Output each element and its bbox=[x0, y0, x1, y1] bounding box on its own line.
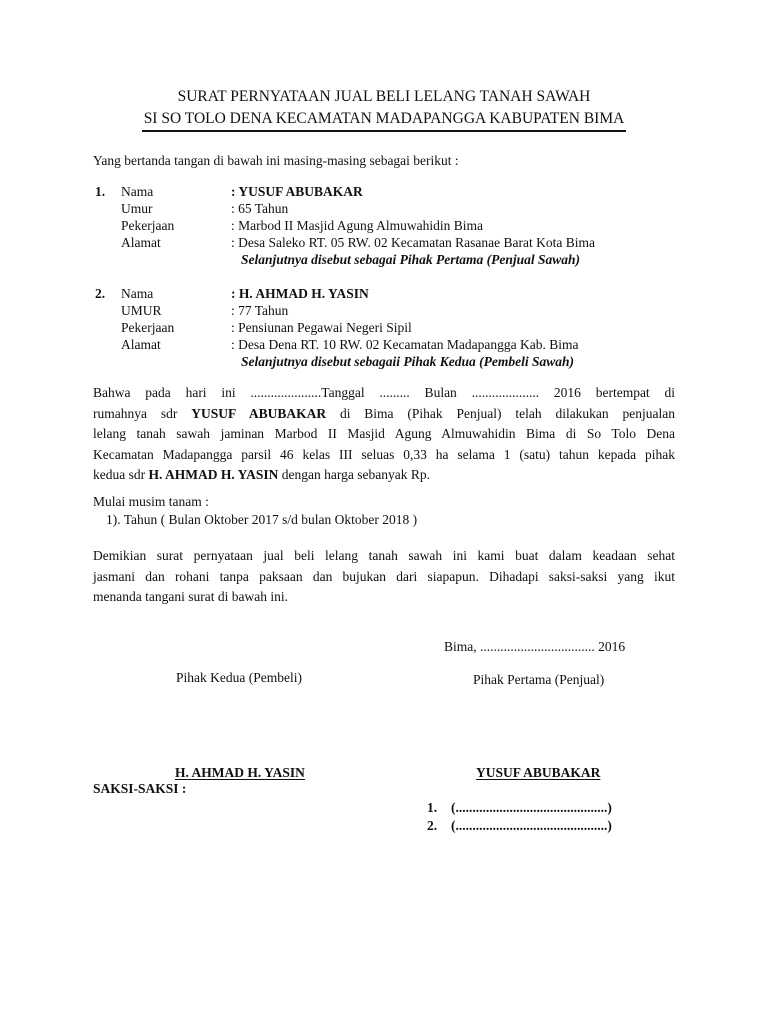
party1-label-nama: Nama bbox=[121, 184, 154, 199]
party1-label-alamat: Alamat bbox=[121, 235, 161, 250]
party1-value-pekerjaan: : Marbod II Masjid Agung Almuwahidin Bima bbox=[231, 218, 483, 233]
buyer-signature-name: H. AHMAD H. YASIN bbox=[175, 765, 305, 780]
body-line-5 bbox=[93, 465, 675, 486]
closing-line-1: Demikian surat pernyataan jual beli lelang tanah sawah ini kami buat dalam keadaan sehat bbox=[93, 548, 675, 563]
place-date: Bima, .................................. 2016 bbox=[444, 639, 626, 654]
party2-note: Selanjutnya disebut sebagaii Pihak Kedua (Pembeli Sawah) bbox=[241, 354, 575, 369]
party2-number: 2. bbox=[95, 286, 106, 301]
body-paragraph bbox=[93, 383, 675, 486]
party1-value-alamat: : Desa Saleko RT. 05 RW. 02 Kecamatan Rasanae Barat Kota Bima bbox=[231, 235, 595, 250]
party2-label-nama: Nama bbox=[121, 286, 154, 301]
party1-value-nama: : YUSUF ABUBAKAR bbox=[231, 184, 363, 199]
witness-2-line: (.............................................) bbox=[451, 818, 612, 833]
body-line-2-post: di Bima (Pihak Penjual) telah dilakukan penjualan bbox=[339, 405, 676, 421]
party1-note: Selanjutnya disebut sebagai Pihak Pertama (Penjual Sawah) bbox=[241, 252, 581, 267]
closing-line-2: jasmani dan rohani tanpa paksaan dan bujukan dari siapapun. Dihadapi saksi-saksi yang ikut bbox=[93, 568, 675, 584]
closing-line-3: menanda tangani surat di bawah ini. bbox=[93, 589, 288, 605]
season-item: 1). Tahun ( Bulan Oktober 2017 s/d bulan Oktober 2018 ) bbox=[106, 512, 418, 527]
party2-value-nama: : H. AHMAD H. YASIN bbox=[231, 286, 369, 301]
party1-label-umur: Umur bbox=[121, 201, 153, 216]
witness-1-line: (.............................................) bbox=[451, 800, 612, 815]
party1-label-pekerjaan: Pekerjaan bbox=[121, 218, 175, 233]
body-line-3: lelang tanah sawah jaminan Marbod II Masjid Agung Almuwahidin Bima di So Tolo Dena bbox=[93, 426, 675, 442]
buyer-name-inline: H. AHMAD H. YASIN bbox=[148, 467, 279, 483]
party2-label-alamat: Alamat bbox=[121, 337, 161, 352]
party2-label-umur: UMUR bbox=[121, 303, 162, 318]
body-line-2-pre: rumahnya sdr bbox=[93, 405, 178, 421]
season-label: Mulai musim tanam : bbox=[93, 494, 209, 509]
party2-label-pekerjaan: Pekerjaan bbox=[121, 320, 175, 335]
party2-value-umur: : 77 Tahun bbox=[231, 303, 289, 318]
body-line-5-post: dengan harga sebanyak Rp. bbox=[281, 467, 430, 483]
party1-value-umur: : 65 Tahun bbox=[231, 201, 289, 216]
closing-paragraph bbox=[93, 546, 675, 608]
party2-value-alamat: : Desa Dena RT. 10 RW. 02 Kecamatan Madapangga Kab. Bima bbox=[231, 337, 579, 352]
buyer-role: Pihak Kedua (Pembeli) bbox=[176, 670, 302, 685]
seller-signature-name: YUSUF ABUBAKAR bbox=[476, 765, 601, 780]
body-line-1: Bahwa pada hari ini .....................Tanggal ......... Bulan .................... 2016 bertempat di bbox=[93, 385, 675, 400]
party1-number: 1. bbox=[95, 184, 106, 199]
intro-text: Yang bertanda tangan di bawah ini masing-masing sebagai berikut : bbox=[93, 153, 459, 168]
title-line-2-wrap bbox=[0, 110, 768, 128]
party2-value-pekerjaan: : Pensiunan Pegawai Negeri Sipil bbox=[231, 320, 412, 335]
title-line-1: SURAT PERNYATAAN JUAL BELI LELANG TANAH SAWAH bbox=[177, 88, 591, 105]
seller-role: Pihak Pertama (Penjual) bbox=[473, 672, 605, 687]
witness-1-number: 1. bbox=[427, 800, 438, 815]
seller-name-inline: YUSUF ABUBAKAR bbox=[191, 405, 327, 421]
body-line-2 bbox=[93, 404, 675, 425]
witness-2-number: 2. bbox=[427, 818, 438, 833]
witnesses-label: SAKSI-SAKSI : bbox=[93, 781, 187, 796]
title-line-2: SI SO TOLO DENA KECAMATAN MADAPANGGA KABUPATEN BIMA bbox=[142, 110, 627, 132]
body-line-4: Kecamatan Madapangga parsil 46 kelas III seluas 0,33 ha selama 1 (satu) tahun kepada pihak bbox=[93, 446, 675, 462]
body-line-5-pre: kedua sdr bbox=[93, 467, 146, 483]
